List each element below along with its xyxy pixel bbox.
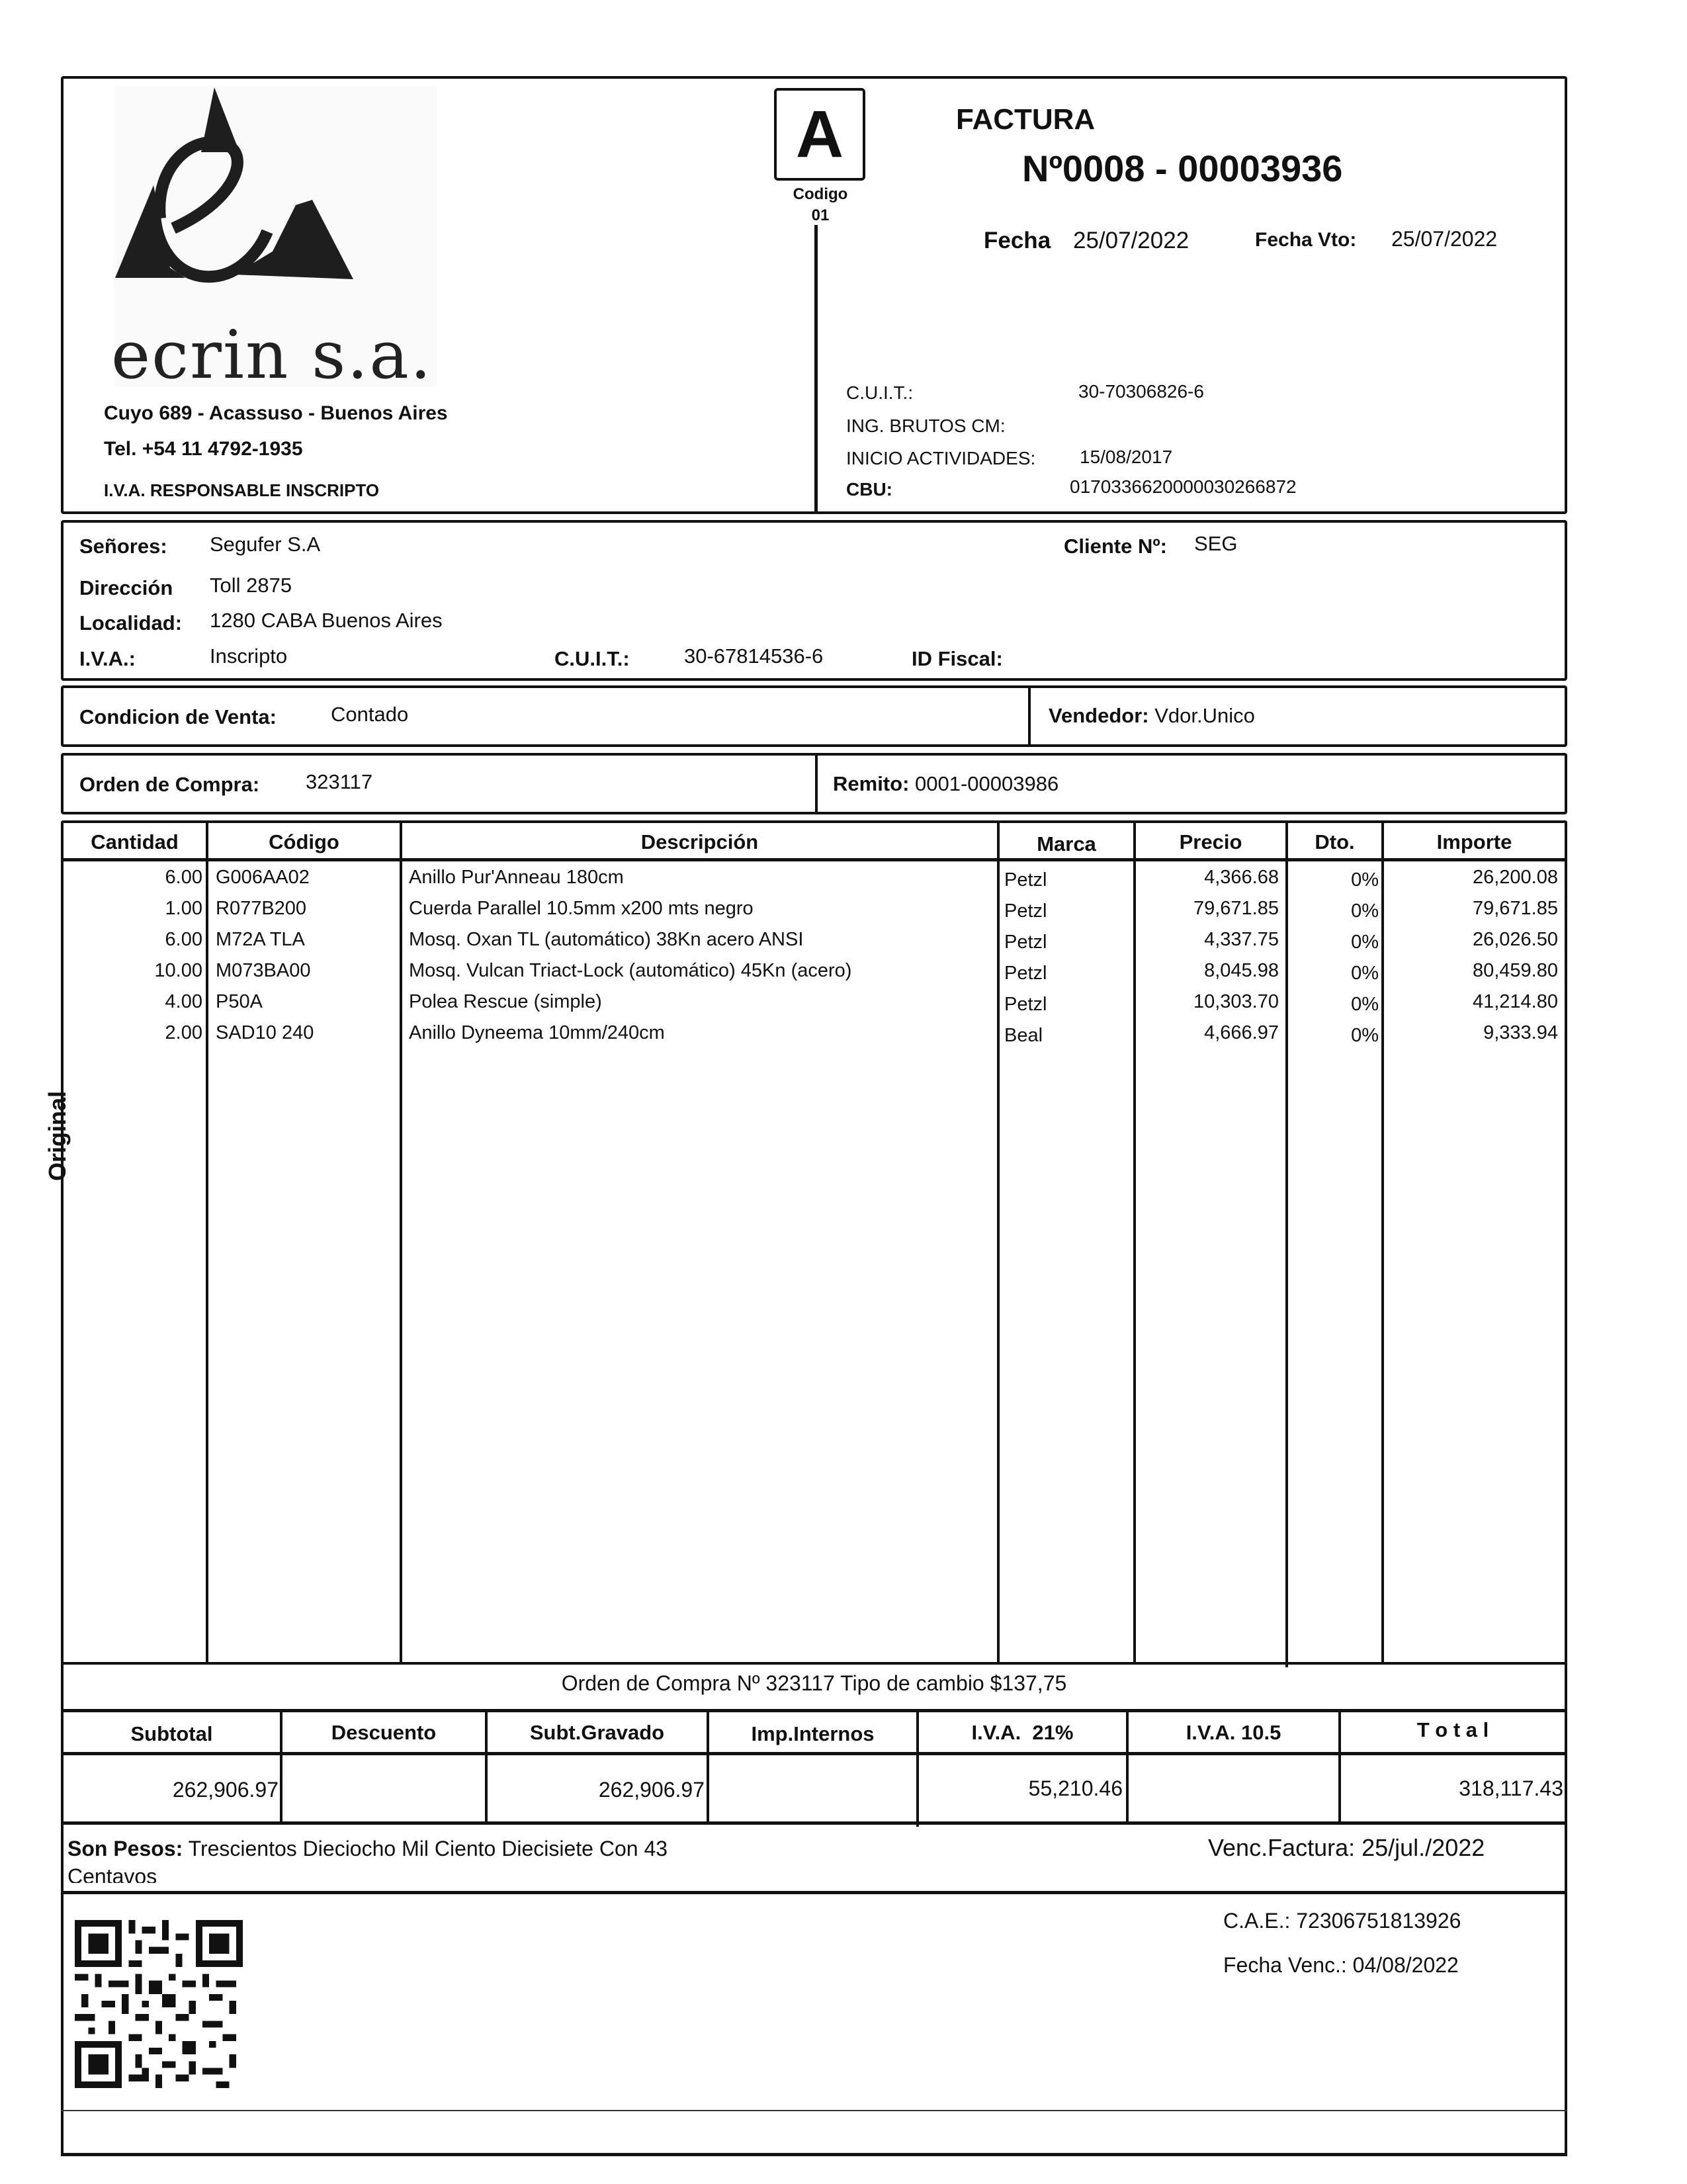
son-pesos-overflow: [67, 1864, 157, 1883]
cell-marca: Beal: [1004, 1025, 1043, 1046]
cell-descripcion: Cuerda Parallel 10.5mm x200 mts negro: [409, 898, 754, 919]
cliente-no-label: Cliente Nº:: [1064, 535, 1167, 558]
cell-cantidad: 10.00: [154, 960, 202, 981]
orden-compra-label: Orden de Compra:: [79, 773, 260, 796]
cell-codigo: R077B200: [216, 898, 307, 919]
cbu-label: CBU:: [846, 479, 892, 500]
header-dto: Dto.: [1315, 830, 1355, 853]
col-rule: [400, 820, 402, 1663]
copy-label: Original: [44, 1090, 71, 1181]
cell-cantidad: 1.00: [165, 898, 202, 919]
cell-cantidad: 6.00: [165, 867, 202, 888]
totals-subt-gravado-value: 262,906.97: [598, 1778, 705, 1802]
codigo-label: Codigo: [793, 185, 848, 203]
cell-precio: 4,366.68: [1204, 867, 1279, 888]
items-header-rule: [61, 858, 1567, 861]
header-descripcion: Descripción: [640, 830, 759, 853]
cell-marca: Petzl: [1004, 994, 1047, 1015]
codigo-value: 01: [811, 206, 830, 224]
col-rule: [1133, 820, 1136, 1663]
header-divider: [814, 225, 818, 514]
totals-top-rule: [61, 1709, 1567, 1712]
invoice-number: Nº0008 - 00003936: [1022, 148, 1343, 189]
company-iva-condition: I.V.A. RESPONSABLE INSCRIPTO: [104, 480, 380, 500]
cell-descripcion: Anillo Pur'Anneau 180cm: [409, 867, 624, 888]
son-pesos: [67, 1837, 668, 1861]
cell-importe: 9,333.94: [1483, 1022, 1558, 1043]
cell-codigo: P50A: [216, 991, 263, 1012]
col-rule: [1381, 820, 1384, 1663]
invoice-letter: A: [795, 97, 844, 171]
senores-label: Señores:: [79, 535, 167, 558]
fecha-label: Fecha: [984, 228, 1051, 253]
ing-brutos-label: ING. BRUTOS CM:: [846, 415, 1006, 436]
vendedor-value: Vdor.Unico: [1154, 704, 1255, 727]
cell-precio: 8,045.98: [1204, 960, 1279, 981]
cell-precio: 10,303.70: [1193, 991, 1279, 1012]
cell-descripcion: Anillo Dyneema 10mm/240cm: [409, 1022, 665, 1043]
cell-dto: 0%: [1351, 994, 1379, 1015]
cbu-value: 0170336620000030266872: [1070, 476, 1297, 497]
header-importe: Importe: [1436, 830, 1512, 853]
remito-label: Remito:: [833, 772, 910, 795]
condicion-box: [61, 685, 1567, 747]
header-marca: Marca: [1037, 832, 1096, 855]
totals-iva21-value: 55,210.46: [1028, 1776, 1123, 1800]
totals-header-descuento: Descuento: [331, 1721, 437, 1744]
cell-precio: 4,666.97: [1204, 1022, 1279, 1043]
col-rule: [1285, 820, 1288, 1667]
invoice-type: FACTURA: [956, 103, 1096, 136]
col-rule: [997, 820, 1000, 1663]
company-phone: Tel. +54 11 4792-1935: [104, 438, 303, 460]
venc-factura: Venc.Factura: 25/jul./2022: [1208, 1834, 1485, 1861]
cell-marca: Petzl: [1004, 932, 1047, 953]
son-pesos-text: Trescientos Dieciocho Mil Ciento Diecisiete Con 43: [188, 1837, 668, 1860]
qr-code-icon: [75, 1920, 243, 2088]
vendedor-label: Vendedor:: [1049, 704, 1149, 727]
direccion-label: Dirección: [79, 576, 173, 599]
son-pesos-cont: Centavos: [67, 1864, 157, 1883]
cell-descripcion: Mosq. Oxan TL (automático) 38Kn acero ANSI: [409, 929, 804, 950]
cell-codigo: M72A TLA: [216, 929, 305, 950]
cae-number: C.A.E.: 72306751813926: [1223, 1909, 1461, 1933]
cell-precio: 79,671.85: [1193, 898, 1279, 919]
cell-dto: 0%: [1351, 1025, 1379, 1046]
cell-codigo: M073BA00: [216, 960, 311, 981]
cell-importe: 41,214.80: [1472, 991, 1558, 1012]
cell-cantidad: 2.00: [165, 1022, 202, 1043]
client-iva-label: I.V.A.:: [79, 647, 136, 670]
remito: [833, 772, 1059, 796]
invoice-letter-box: [774, 88, 865, 181]
cell-dto: 0%: [1351, 900, 1379, 922]
issuer-cuit: 30-70306826-6: [1078, 381, 1204, 402]
cell-dto: 0%: [1351, 963, 1379, 984]
cell-codigo: SAD10 240: [216, 1022, 314, 1043]
orden-box: [61, 753, 1567, 814]
company-address: Cuyo 689 - Acassuso - Buenos Aires: [104, 402, 448, 424]
cell-dto: 0%: [1351, 869, 1379, 891]
cell-importe: 26,200.08: [1472, 867, 1558, 888]
issuer-cuit-label: C.U.I.T.:: [846, 382, 914, 403]
condicion-label: Condicion de Venta:: [79, 705, 277, 728]
cell-importe: 26,026.50: [1472, 929, 1558, 950]
cell-importe: 80,459.80: [1472, 960, 1558, 981]
client-iva-value: Inscripto: [210, 644, 288, 668]
totals-header-rule: [61, 1752, 1567, 1755]
condicion-value: Contado: [331, 703, 409, 726]
totals-subtotal-value: 262,906.97: [172, 1778, 279, 1802]
col-rule: [206, 820, 208, 1663]
bottom-thin-rule: [61, 2110, 1567, 2111]
fecha-vto-label: Fecha Vto:: [1255, 229, 1357, 251]
totals-header-imp-internos: Imp.Internos: [751, 1722, 875, 1745]
localidad-label: Localidad:: [79, 611, 183, 634]
totals-header-iva105: I.V.A. 10.5: [1186, 1721, 1281, 1744]
cell-importe: 79,671.85: [1472, 898, 1558, 919]
totals-header-iva21: I.V.A. 21%: [971, 1721, 1074, 1744]
cell-codigo: G006AA02: [216, 867, 310, 888]
totals-bottom-rule: [61, 1821, 1567, 1825]
inicio-actividades-value: 15/08/2017: [1080, 447, 1173, 467]
totals-header-total: T o t a l: [1416, 1718, 1489, 1741]
cliente-no-value: SEG: [1194, 532, 1238, 555]
cell-cantidad: 4.00: [165, 991, 202, 1012]
header-precio: Precio: [1179, 830, 1242, 853]
inicio-actividades-label: INICIO ACTIVIDADES:: [846, 448, 1036, 468]
cell-precio: 4,337.75: [1204, 929, 1279, 950]
remito-value: 0001-00003986: [915, 772, 1059, 795]
orden-divider: [815, 753, 818, 814]
client-name: Segufer S.A: [210, 533, 321, 556]
cae-top-rule: [61, 1891, 1567, 1894]
client-cuit-value: 30-67814536-6: [684, 644, 824, 668]
fecha-value: 25/07/2022: [1073, 228, 1190, 253]
vendedor: [1049, 704, 1255, 728]
totals-header-subtotal: Subtotal: [130, 1722, 213, 1745]
cell-marca: Petzl: [1004, 869, 1047, 891]
cell-descripcion: Polea Rescue (simple): [409, 991, 602, 1012]
fecha-vto-value: 25/07/2022: [1391, 227, 1498, 251]
cell-marca: Petzl: [1004, 900, 1047, 922]
header-codigo: Código: [269, 830, 339, 853]
cae-fecha-venc: Fecha Venc.: 04/08/2022: [1223, 1953, 1459, 1977]
localidad-value: 1280 CABA Buenos Aires: [210, 609, 443, 632]
orden-compra-value: 323117: [306, 770, 373, 793]
cell-cantidad: 6.00: [165, 929, 202, 950]
cell-marca: Petzl: [1004, 963, 1047, 984]
qr-code: [75, 1920, 243, 2088]
condicion-divider: [1028, 685, 1031, 747]
company-name: ecrin s.a.: [111, 316, 433, 394]
purchase-order-note: Orden de Compra Nº 323117 Tipo de cambio $137,75: [561, 1671, 1067, 1695]
header-cantidad: Cantidad: [91, 830, 179, 853]
direccion-value: Toll 2875: [210, 574, 292, 597]
client-cuit-label: C.U.I.T.:: [554, 647, 630, 670]
son-pesos-label: Son Pesos:: [67, 1837, 183, 1860]
id-fiscal-label: ID Fiscal:: [912, 647, 1003, 670]
totals-header-subt-gravado: Subt.Gravado: [529, 1721, 665, 1744]
cell-descripcion: Mosq. Vulcan Triact-Lock (automático) 45Kn (acero): [409, 960, 852, 981]
totals-total-value: 318,117.43: [1459, 1776, 1563, 1800]
cell-dto: 0%: [1351, 932, 1379, 953]
